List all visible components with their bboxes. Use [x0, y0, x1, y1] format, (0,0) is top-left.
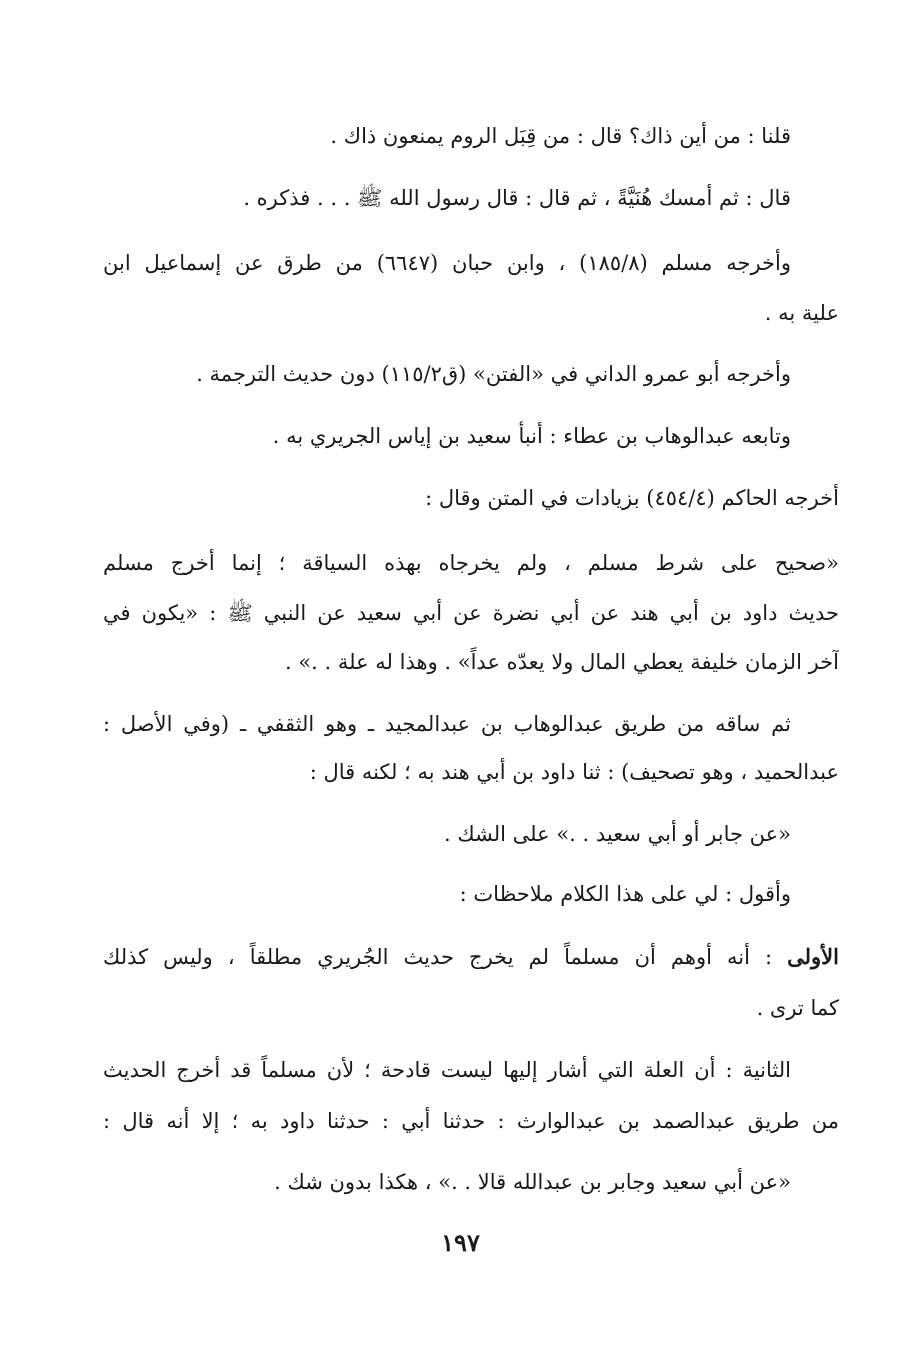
text-line: قال : ثم أمسك هُنَيَّةً ، ثم قال : قال رسول الله ﷺ . . . فذكره .	[243, 186, 791, 210]
text-line: من طريق عبدالصمد بن عبدالوارث : حدثنا أبي : حدثنا داود به ؛ إلا أنه قال :	[103, 1109, 839, 1133]
text-line: قلنا : من أين ذاك؟ قال : من قِبَل الروم يمنعون ذاك .	[330, 124, 791, 148]
text-line: الثانية : أن العلة التي أشار إليها ليست قادحة ؛ لأن مسلماً قد أخرج الحديث	[103, 1058, 791, 1082]
section-heading-first: الأولى	[787, 944, 839, 969]
text-line: كما ترى .	[756, 996, 839, 1020]
page-number: ١٩٧	[441, 1228, 480, 1257]
text-line: ثم ساقه من طريق عبدالوهاب بن عبدالمجيد ـ وهو الثقفي ـ (وفي الأصل :	[103, 712, 791, 736]
text-line: «عن جابر أو أبي سعيد . .» على الشك .	[443, 822, 791, 846]
quote-line: حديث داود بن أبي هند عن أبي نضرة عن أبي سعيد عن النبي ﷺ : «يكون في	[103, 601, 839, 625]
text-line: عبدالحميد ، وهو تصحيف) : ثنا داود بن أبي هند به ؛ لكنه قال :	[309, 760, 839, 784]
text-line: أخرجه الحاكم (٤٥٤/٤) بزيادات في المتن وقال :	[425, 486, 839, 510]
text-line: وأقول : لي على هذا الكلام ملاحظات :	[459, 882, 791, 906]
text-line	[103, 937, 839, 977]
body-text	[103, 0, 839, 1357]
quote-line: آخر الزمان خليفة يعطي المال ولا يعدّه عداً» . وهذا له علة . .» .	[284, 650, 839, 674]
text-line: وأخرجه أبو عمرو الداني في «الفتن» (ق١١٥/٢) دون حديث الترجمة .	[196, 362, 791, 386]
text-line: «عن أبي سعيد وجابر بن عبدالله قالا . .» ، هكذا بدون شك .	[274, 1170, 791, 1194]
quote-line: «صحيح على شرط مسلم ، ولم يخرجاه بهذه السياقة ؛ إنما أخرج مسلم	[103, 551, 839, 575]
text-span: : أنه أوهم أن مسلماً لم يخرج حديث الجُريري مطلقاً ، وليس كذلك	[103, 945, 788, 969]
text-line: وتابعه عبدالوهاب بن عطاء : أنبأ سعيد بن إياس الجريري به .	[272, 424, 791, 448]
text-line: علية به .	[764, 301, 839, 325]
text-line: وأخرجه مسلم (١٨٥/٨) ، وابن حبان (٦٦٤٧) من طرق عن إسماعيل ابن	[103, 251, 791, 275]
